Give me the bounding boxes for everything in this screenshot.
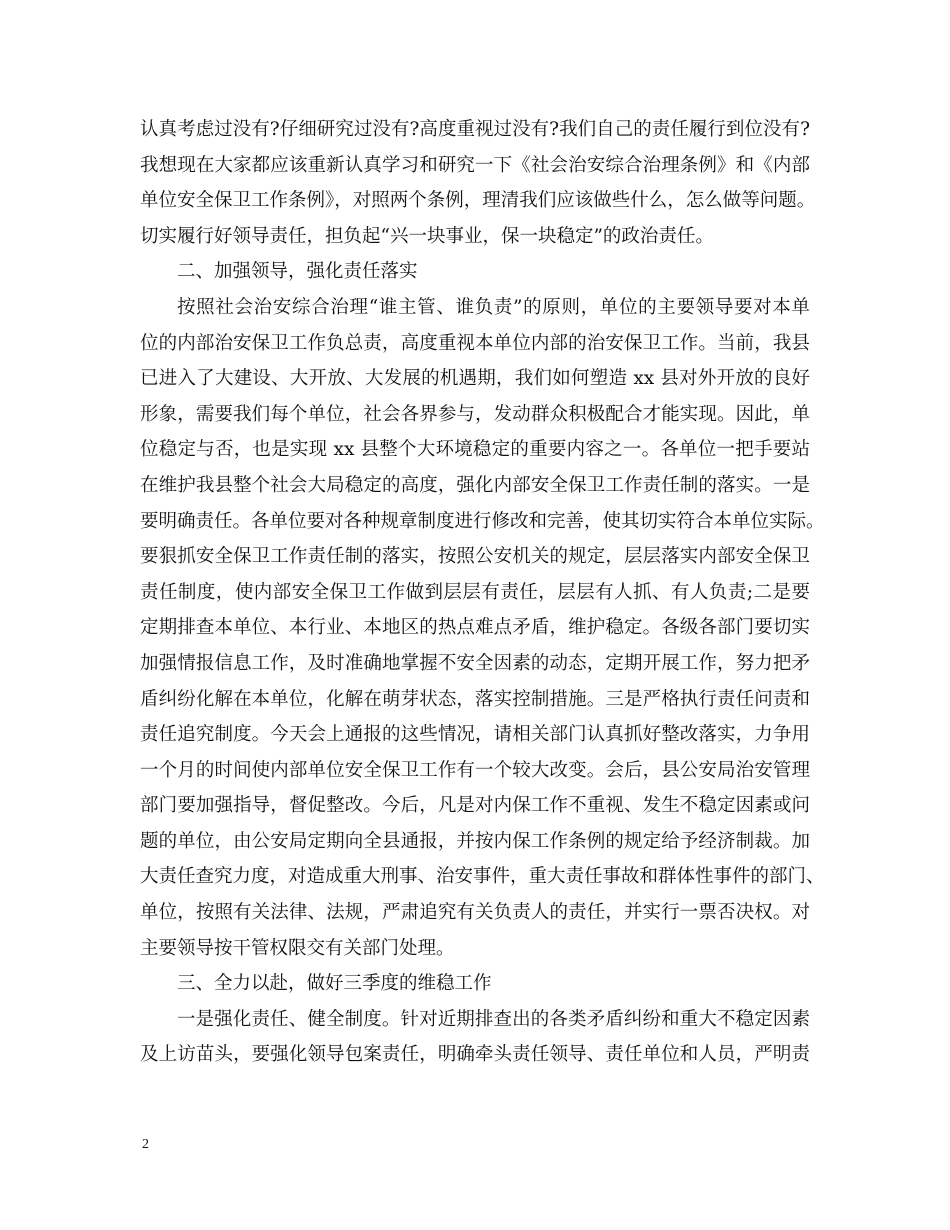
document-body: [140, 112, 825, 1073]
text-line: 已进入了大建设、大开放、大发展的机遇期，我们如何塑造 xx 县对外开放的良好: [140, 368, 810, 390]
text-line: 单位，按照有关法律、法规，严肃追究有关负责人的责任，并实行一票否决权。对: [140, 902, 810, 924]
text-line: 单位安全保卫工作条例》，对照两个条例，理清我们应该做些什么，怎么做等问题。: [140, 190, 816, 212]
text-line: 加强情报信息工作，及时准确地掌握不安全因素的动态，定期开展工作，努力把矛: [140, 652, 810, 674]
section-heading: 二、加强领导，强化责任落实: [177, 261, 418, 283]
text-line: 及上访苗头，要强化领导包案责任，明确牵头责任领导、责任单位和人员，严明责: [140, 1044, 810, 1066]
text-line: 切实履行好领导责任，担负起“兴一块事业，保一块稳定”的政治责任。: [140, 225, 714, 247]
text-line: 主要领导按干管权限交有关部门处理。: [140, 937, 455, 959]
page-number: 2: [142, 1137, 149, 1152]
text-line: 要明确责任。各单位要对各种规章制度进行修改和完善，使其切实符合本单位实际。: [140, 510, 825, 532]
text-line: 大责任查究力度，对造成重大刑事、治安事件，重大责任事故和群体性事件的部门、: [140, 866, 825, 888]
text-line: 在维护我县整个社会大局稳定的高度，强化内部安全保卫工作责任制的落实。一是: [140, 474, 810, 496]
text-line: 我想现在大家都应该重新认真学习和研究一下《社会治安综合治理条例》和《内部: [140, 154, 810, 176]
text-line: 盾纠纷化解在本单位，化解在萌芽状态，落实控制措施。三是严格执行责任问责和: [140, 688, 810, 710]
text-line: 题的单位，由公安局定期向全县通报，并按内保工作条例的规定给予经济制裁。加: [140, 830, 810, 852]
paragraph-first-line: 一是强化责任、健全制度。针对近期排查出的各类矛盾纠纷和重大不稳定因素: [177, 1008, 810, 1030]
text-line: 位稳定与否，也是实现 xx 县整个大环境稳定的重要内容之一。各单位一把手要站: [140, 439, 810, 461]
paragraph-first-line: 按照社会治安综合治理“谁主管、谁负责”的原则，单位的主要领导要对本单: [177, 296, 810, 318]
text-line: 责任制度，使内部安全保卫工作做到层层有责任，层层有人抓、有人负责;二是要: [140, 581, 810, 603]
text-line: 位的内部治安保卫工作负总责，高度重视本单位内部的治安保卫工作。当前，我县: [140, 332, 810, 354]
text-line: 一个月的时间使内部单位安全保卫工作有一个较大改变。会后，县公安局治安管理: [140, 759, 810, 781]
text-line: 认真考虑过没有?仔细研究过没有?高度重视过没有?我们自己的责任履行到位没有?: [140, 119, 810, 140]
text-line: 定期排查本单位、本行业、本地区的热点难点矛盾，维护稳定。各级各部门要切实: [140, 617, 810, 639]
text-line: 形象，需要我们每个单位，社会各界参与，发动群众积极配合才能实现。因此，单: [140, 403, 810, 425]
text-line: 责任追究制度。今天会上通报的这些情况，请相关部门认真抓好整改落实，力争用: [140, 724, 810, 746]
text-line: 部门要加强指导，督促整改。今后，凡是对内保工作不重视、发生不稳定因素或问: [140, 795, 810, 817]
section-heading: 三、全力以赴，做好三季度的维稳工作: [177, 973, 492, 995]
text-line: 要狠抓安全保卫工作责任制的落实，按照公安机关的规定，层层落实内部安全保卫: [140, 546, 810, 568]
